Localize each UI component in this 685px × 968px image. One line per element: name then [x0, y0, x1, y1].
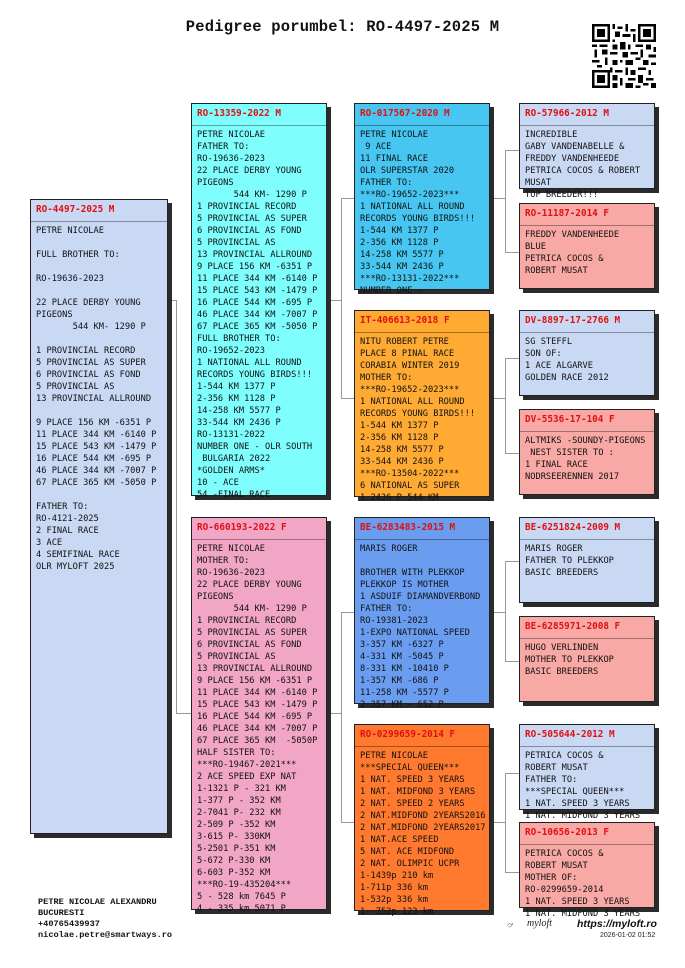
card-line: ***RO-19467-2021***	[197, 760, 297, 770]
card-line: 67 PLACE 365 KM -5050P	[197, 736, 318, 746]
sire-card[interactable]	[191, 103, 327, 500]
card-line: PETRE NICOLAE	[197, 544, 265, 554]
card-line: TOP BREEDER!!!	[525, 190, 599, 200]
connector-line	[505, 453, 519, 454]
breeder-email[interactable]: nicolae.petre@smartways.ro	[38, 930, 173, 940]
connector-line	[505, 358, 506, 453]
card-line: ROBERT MUSAT	[525, 763, 588, 773]
card-line: 54 -FINAL RACE	[197, 490, 271, 500]
card-line: 1-1321 P - 321 KM	[197, 784, 286, 794]
card-text	[355, 333, 489, 504]
ring-number: RO-10656-2013 F	[520, 823, 654, 845]
connector-line	[505, 773, 519, 774]
card-line: 1 NAT. SPEED 3 YEARS	[525, 799, 630, 809]
card-line: 1-377 P - 352 KM	[197, 796, 281, 806]
card-line: 2-356 KM 1128 P	[360, 433, 439, 443]
card-line: 1 NAT. SPEED 3 YEARS	[360, 775, 465, 785]
card-line: FATHER TO:	[525, 775, 578, 785]
card-text	[520, 845, 654, 920]
card-line: 1 FINAL RACE	[525, 460, 588, 470]
card-line: 5 - 528 km 7645 P	[197, 892, 286, 902]
card-line: 9 PLACE 156 KM -6351 P	[197, 676, 313, 686]
subject-card[interactable]	[30, 199, 168, 834]
connector-line	[505, 561, 519, 562]
card-line: 1 ACE ALGARVE	[525, 361, 593, 371]
ring-number: RO-017567-2020 M	[355, 104, 489, 126]
card-line: MARIS ROGER	[360, 544, 418, 554]
card-line: 1-711p 336 km	[360, 883, 428, 893]
card-line: ***RO-19652-2023***	[360, 190, 460, 200]
card-line: BROTHER WITH PLEKKOP	[360, 568, 465, 578]
card-text	[520, 432, 654, 483]
card-line: 11 PLACE 344 KM -6140 P	[197, 274, 318, 284]
card-text	[31, 222, 167, 573]
card-line: 11-258 KM -5577 P	[360, 688, 449, 698]
card-line: MUSAT	[525, 178, 552, 188]
card-line: RO-13131-2022	[197, 430, 265, 440]
connector-line	[341, 398, 354, 399]
card-line: PETRICA COCOS &	[525, 751, 604, 761]
connector-line	[505, 150, 519, 151]
ddd-card[interactable]	[519, 822, 655, 919]
page-title: Pedigree porumbel: RO-4497-2025 M	[185, 18, 500, 36]
card-line: RECORDS YOUNG BIRDS!!!	[360, 214, 476, 224]
dam-sire-card[interactable]	[354, 517, 490, 710]
card-line: 14-258 KM 5577 P	[360, 250, 444, 260]
card-line: FREDDY VANDENHEEDE	[525, 230, 620, 240]
card-line: NEST SISTER TO :	[525, 448, 614, 458]
card-line: PLACE 8 PINAL RACE	[360, 349, 455, 359]
card-line: 1 PROVINCIAL RECORD	[197, 616, 297, 626]
card-line: GOLDEN RACE 2012	[525, 373, 609, 383]
connector-line	[331, 300, 341, 301]
card-line: PETRE NICOLAE	[360, 751, 428, 761]
card-text	[520, 126, 654, 201]
card-line: 6-603 P-352 KM	[197, 868, 271, 878]
ring-number: RO-11187-2014 F	[520, 204, 654, 226]
card-line: 2-356 KM 1128 P	[360, 238, 439, 248]
print-date: 2026-01-02 01:52	[600, 932, 656, 939]
card-line: 9 ACE	[360, 142, 392, 152]
card-line: PIGEONS	[36, 310, 73, 320]
card-line	[360, 555, 484, 567]
card-line: 1-532p 336 km	[360, 895, 428, 905]
sire-sire-card[interactable]	[354, 103, 490, 296]
card-line: MOTHER OF:	[525, 873, 578, 883]
card-line: RO-0299659-2014	[525, 885, 604, 895]
card-line: 16 PLACE 544 KM -695 P	[197, 298, 313, 308]
card-line: MARIS ROGER	[525, 544, 583, 554]
card-line: ROBERT MUSAT	[525, 266, 588, 276]
sss-card[interactable]	[519, 103, 655, 200]
connector-line	[341, 822, 354, 823]
card-line: FATHER TO PLEKKOP	[525, 556, 614, 566]
connector-line	[341, 612, 354, 613]
card-text	[355, 540, 489, 711]
dss-card[interactable]	[519, 517, 655, 603]
card-line	[36, 333, 162, 345]
card-line: 1 NATIONAL ALL ROUND	[360, 202, 465, 212]
card-line: 5 PROVINCIAL AS	[197, 238, 276, 248]
card-line: PLEKKOP IS MOTHER	[360, 580, 449, 590]
connector-line	[176, 713, 191, 714]
ring-number: BE-6283483-2015 M	[355, 518, 489, 540]
card-line: 6 PROVINCIAL AS FOND	[197, 226, 302, 236]
dsd-card[interactable]	[519, 616, 655, 702]
card-line: 1 ASDUIF DIAMANDVERBOND	[360, 592, 481, 602]
card-line: PETRICA COCOS &	[525, 849, 604, 859]
card-line: 1 NAT.ACE SPEED	[360, 835, 439, 845]
sire-dam-card[interactable]	[354, 310, 490, 503]
breeder-phone[interactable]: +40765439937	[38, 919, 100, 929]
card-line: PETRE NICOLAE	[36, 226, 104, 236]
card-line: 1 NAT. MIDFOND 3 YEARS	[360, 787, 476, 797]
card-line: 2-7041 P- 232 KM	[197, 808, 281, 818]
card-line: BASIC BREEDERS	[525, 568, 599, 578]
card-line: 1 NATIONAL ALL ROUND	[360, 397, 465, 407]
card-line: FATHER TO:	[36, 502, 89, 512]
dam-card[interactable]	[191, 517, 327, 914]
connector-line	[341, 612, 342, 823]
card-line: 5 PROVINCIAL AS	[197, 652, 276, 662]
connector-line	[505, 661, 519, 662]
card-line: 8-331 KM -10410 P	[360, 664, 449, 674]
breeder-city: BUCURESTI	[38, 908, 85, 918]
connector-line	[341, 198, 342, 398]
card-line: ALTMIKS -SOUNDY-PIGEONS	[525, 436, 646, 446]
card-line: 3 ACE	[36, 538, 63, 548]
card-line: 2 NAT.MIDFOND 2YEARS2016	[360, 811, 486, 821]
ring-number: BE-6251824-2009 M	[520, 518, 654, 540]
connector-line	[168, 300, 176, 301]
card-line: 2-356 KM 1128 P	[197, 394, 276, 404]
card-line: 6 PROVINCIAL AS FOND	[36, 370, 141, 380]
card-line: 6 NATIONAL AS SUPER	[360, 481, 460, 491]
ring-number: RO-57966-2012 M	[520, 104, 654, 126]
breeder-name: PETRE NICOLAE ALEXANDRU	[38, 897, 157, 907]
card-line: 544 KM- 1290 P	[36, 322, 146, 332]
card-line: PETRE NICOLAE	[197, 130, 265, 140]
connector-line	[493, 198, 505, 199]
card-line: ***RO-13131-2022***	[360, 274, 460, 284]
card-line: INCREDIBLE	[525, 130, 578, 140]
card-line: ***SPECIAL QUEEN***	[525, 787, 625, 797]
card-line: NUMBER ONE - OLR SOUTH	[197, 442, 313, 452]
card-line: PIGEONS	[197, 178, 234, 188]
card-line: 14-258 KM 5577 P	[360, 445, 444, 455]
card-line: RO-19652-2023	[197, 346, 265, 356]
card-line: 544 KM- 1290 P	[197, 190, 307, 200]
card-line: HUGO VERLINDEN	[525, 643, 599, 653]
card-line: MOTHER TO PLEKKOP	[525, 655, 614, 665]
card-line: 5 NAT. ACE MIDFOND	[360, 847, 455, 857]
card-line: OLR MYLOFT 2025	[36, 562, 115, 572]
ring-number: IT-406613-2018 F	[355, 311, 489, 333]
card-line: 1 NAT. MIDFOND 3 YEARS	[525, 909, 641, 919]
card-line	[36, 237, 162, 249]
card-line: SG STEFFL	[525, 337, 573, 347]
card-line: PETRICA COCOS & ROBERT	[525, 166, 641, 176]
connector-line	[493, 822, 505, 823]
ssd-card[interactable]	[519, 203, 655, 289]
card-text	[355, 126, 489, 297]
card-line: 9 PLACE 156 KM -6351 P	[36, 418, 152, 428]
card-line: 1-544 KM 1377 P	[360, 421, 439, 431]
card-line: 10 - ACE	[197, 478, 239, 488]
card-line: ***SPECIAL QUEEN***	[360, 763, 460, 773]
card-line: 1 NAT. SPEED 3 YEARS	[525, 897, 630, 907]
card-line: 67 PLACE 365 KM -5050 P	[197, 322, 318, 332]
card-line: ***RO-13504-2022***	[360, 469, 460, 479]
card-line: 1 PROVINCIAL RECORD	[197, 202, 297, 212]
card-line: 22 PLACE DERBY YOUNG	[36, 298, 141, 308]
card-text	[520, 639, 654, 678]
connector-line	[505, 252, 519, 253]
card-line: RO-19636-2023	[36, 274, 104, 284]
card-line: 16 PLACE 544 KM -695 P	[36, 454, 152, 464]
card-line: FREDDY VANDENHEEDE	[525, 154, 620, 164]
card-text	[192, 126, 326, 501]
card-line: 11 FINAL RACE	[360, 154, 428, 164]
card-line: 1 2436 P 544 KM	[360, 493, 439, 503]
card-line	[36, 261, 162, 273]
card-line: 33-544 KM 2436 P	[197, 418, 281, 428]
card-line: 33-544 KM 2436 P	[360, 262, 444, 272]
card-line: GABY VANDENABELLE &	[525, 142, 625, 152]
card-line: 11 PLACE 344 KM -6140 P	[197, 688, 318, 698]
pigeon-logo-icon	[507, 916, 527, 934]
card-text	[520, 333, 654, 384]
card-line: 1-544 KM 1377 P	[360, 226, 439, 236]
card-line: FATHER TO:	[360, 178, 413, 188]
card-line: 4-331 KM -5045 P	[360, 652, 444, 662]
card-line: 4 SEMIFINAL RACE	[36, 550, 120, 560]
card-line: *GOLDEN ARMS*	[197, 466, 265, 476]
card-line: 1- 752p 123 km	[360, 907, 434, 917]
dds-card[interactable]	[519, 724, 655, 821]
card-line	[36, 285, 162, 297]
card-line: 13 PROVINCIAL ALLROUND	[36, 394, 152, 404]
card-text	[520, 226, 654, 277]
card-line: 2-509 P -352 KM	[197, 820, 276, 830]
card-line: BULGARIA 2022	[197, 454, 271, 464]
connector-line	[331, 713, 341, 714]
card-line: MOTHER TO:	[197, 556, 250, 566]
card-line: NITU ROBERT PETRE	[360, 337, 449, 347]
ring-number: DV-8897-17-2766 M	[520, 311, 654, 333]
card-text	[355, 747, 489, 918]
card-line: 11 PLACE 344 KM -6140 P	[36, 430, 157, 440]
card-line: 5 PROVINCIAL AS SUPER	[197, 628, 307, 638]
card-line: 15 PLACE 543 KM -1479 P	[197, 700, 318, 710]
connector-line	[341, 198, 354, 199]
card-line: 2 NAT. SPEED 2 YEARS	[360, 799, 465, 809]
card-line: 6 PROVINCIAL AS FOND	[197, 640, 302, 650]
card-line: ***RO-19652-2023***	[360, 385, 460, 395]
card-line: 5 PROVINCIAL AS SUPER	[197, 214, 307, 224]
card-line: FULL BROTHER TO:	[197, 334, 281, 344]
card-line: 544 KM- 1290 P	[197, 604, 307, 614]
card-line: HALF SISTER TO:	[197, 748, 276, 758]
ring-number: BE-6285971-2008 F	[520, 617, 654, 639]
ring-number: RO-505644-2012 M	[520, 725, 654, 747]
card-line: 15 PLACE 543 KM -1479 P	[36, 442, 157, 452]
sds-card[interactable]	[519, 310, 655, 396]
card-line: 5 PROVINCIAL AS SUPER	[36, 358, 146, 368]
card-line: 1 NAT. MIDFOND 3 YEARS	[525, 811, 641, 821]
connector-line	[505, 773, 506, 872]
card-line	[36, 405, 162, 417]
card-line: PETRE NICOLAE	[360, 130, 428, 140]
card-line: RO-19636-2023	[197, 568, 265, 578]
card-line: FATHER TO:	[360, 604, 413, 614]
card-line: NODRSEERENNEN 2017	[525, 472, 620, 482]
card-line: MOTHER TO:	[360, 373, 413, 383]
ring-number: RO-0299659-2014 F	[355, 725, 489, 747]
card-line: 1-1439p 210 km	[360, 871, 434, 881]
card-line: NUMBER ONE -	[360, 286, 423, 296]
card-line: 15 PLACE 543 KM -1479 P	[197, 286, 318, 296]
connector-line	[505, 561, 506, 661]
sdd-card[interactable]	[519, 409, 655, 495]
card-line: 5-672 P-330 KM	[197, 856, 271, 866]
card-line: RO-4121-2025	[36, 514, 99, 524]
ring-number: RO-4497-2025 M	[31, 200, 167, 222]
card-line: 67 PLACE 365 KM -5050 P	[36, 478, 157, 488]
card-line: 5 PROVINCIAL AS	[36, 382, 115, 392]
card-line: RO-19636-2023	[197, 154, 265, 164]
connector-line	[505, 872, 519, 873]
card-line: 13 PROVINCIAL ALLROUND	[197, 664, 313, 674]
card-line: BLUE	[525, 242, 546, 252]
card-line: 16 PLACE 544 KM -695 P	[197, 712, 313, 722]
card-line: ***RO-19-435204***	[197, 880, 292, 890]
card-line: 46 PLACE 344 KM -7007 P	[197, 310, 318, 320]
card-line: ROBERT MUSAT	[525, 861, 588, 871]
card-line: 3-615 P- 330KM	[197, 832, 271, 842]
connector-line	[493, 398, 505, 399]
card-line: 2 357 KM - 652 P	[360, 700, 444, 710]
connector-line	[505, 358, 519, 359]
card-line: 9 PLACE 156 KM -6351 P	[197, 262, 313, 272]
card-line: 5-2501 P-351 KM	[197, 844, 276, 854]
card-line: 2 NAT. OLIMPIC UCPR	[360, 859, 460, 869]
breeder-contact	[38, 897, 172, 941]
card-line	[36, 489, 162, 501]
card-line: OLR SUPERSTAR 2020	[360, 166, 455, 176]
ring-number: RO-660193-2022 F	[192, 518, 326, 540]
connector-line	[493, 612, 505, 613]
card-line: 33-544 KM 2436 P	[360, 457, 444, 467]
dam-dam-card[interactable]	[354, 724, 490, 917]
card-line: FULL BROTHER TO:	[36, 250, 120, 260]
card-line: 13 PROVINCIAL ALLROUND	[197, 250, 313, 260]
card-line: PETRICA COCOS &	[525, 254, 604, 264]
card-line: 22 PLACE DERBY YOUNG	[197, 166, 302, 176]
card-line: 1-544 KM 1377 P	[197, 382, 276, 392]
connector-line	[176, 300, 177, 713]
card-text	[192, 540, 326, 915]
connector-line	[505, 150, 506, 252]
card-line: RECORDS YOUNG BIRDS!!!	[197, 370, 313, 380]
card-line: RO-19381-2023	[360, 616, 428, 626]
card-line: 1 PROVINCIAL RECORD	[36, 346, 136, 356]
card-line: FATHER TO:	[197, 142, 250, 152]
card-line: 2 ACE SPEED EXP NAT	[197, 772, 297, 782]
card-line: CORABIA WINTER 2019	[360, 361, 460, 371]
website-link[interactable]: https://myloft.ro	[577, 918, 657, 930]
card-line: 2 FINAL RACE	[36, 526, 99, 536]
card-line: 14-258 KM 5577 P	[197, 406, 281, 416]
card-line: 1-357 KM -686 P	[360, 676, 439, 686]
card-text	[520, 747, 654, 822]
card-line: 1-EXPO NATIONAL SPEED	[360, 628, 470, 638]
card-line: SON OF:	[525, 349, 562, 359]
card-line: PIGEONS	[197, 592, 234, 602]
card-text	[520, 540, 654, 579]
card-line: 46 PLACE 344 KM -7007 P	[36, 466, 157, 476]
card-line: 22 PLACE DERBY YOUNG	[197, 580, 302, 590]
ring-number: DV-5536-17-104 F	[520, 410, 654, 432]
qr-code	[592, 24, 656, 88]
card-line: BASIC BREEDERS	[525, 667, 599, 677]
ring-number: RO-13359-2022 M	[192, 104, 326, 126]
card-line: 4 - 335 km 5071 P	[197, 904, 286, 914]
card-line: 3-357 KM -6327 P	[360, 640, 444, 650]
card-line: 2 NAT.MIDFOND 2YEARS2017	[360, 823, 486, 833]
card-line: RECORDS YOUNG BIRDS!!!	[360, 409, 476, 419]
card-line: 46 PLACE 344 KM -7007 P	[197, 724, 318, 734]
brand-logo-text: myloft	[527, 918, 552, 929]
card-line: 1 NATIONAL ALL ROUND	[197, 358, 302, 368]
